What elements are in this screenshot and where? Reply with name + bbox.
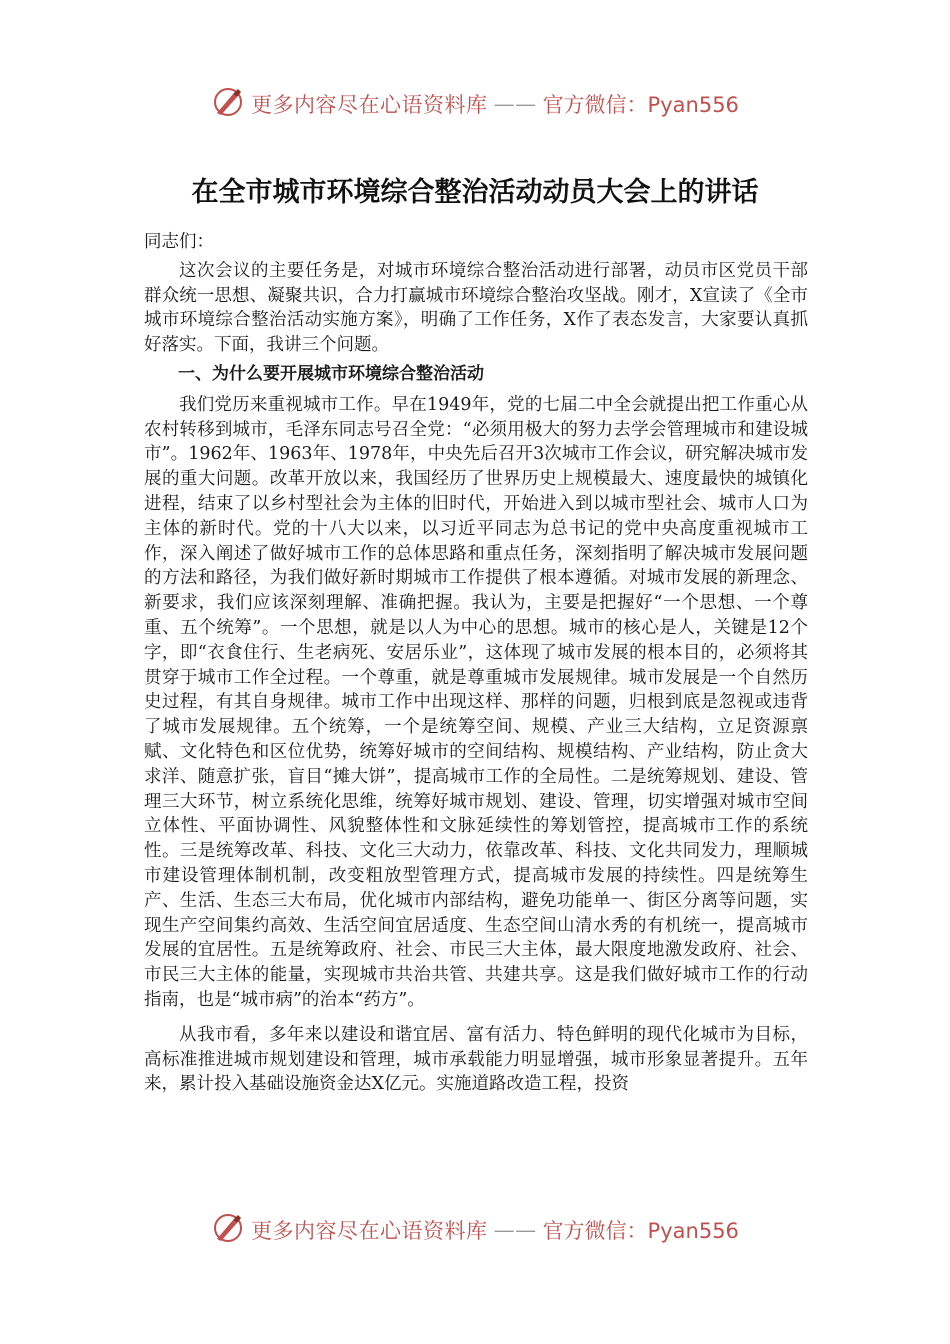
banner-dash: ——	[493, 92, 537, 116]
banner-text: 更多内容尽在心语资料库	[251, 1219, 488, 1243]
pen-logo-icon	[211, 1211, 245, 1249]
body-paragraph: 我们党历来重视城市工作。早在1949年，党的七届二中全会就提出把工作重心从农村转移到城市，毛泽东同志号召全党：“必须用极大的努力去学会管理城市和建设城市”。1962年、1963年、1978年，中央先后召开3次城市工作会议，研究解决城市发展的重大问题。改革开放以来，我国经历了世界历史上规模最大、速度最快的城镇化进程，结束了以乡村型社会为主体的旧时代，开始进入到以城市型社会、城市人口为主体的新时代。党的十八大以来，以习近平同志为总书记的党中央高度重视城市工作，深入阐述了做好城市工作的总体思路和重点任务，深刻指明了解决城市发展问题的方法和路径，为我们做好新时期城市工作提供了根本遵循。对城市发展的新理念、新要求，我们应该深刻理解、准确把握。我认为，主要是把握好“一个思想、一个尊重、五个统筹”。一个思想，就是以人为中心的思想。城市的核心是人，关键是12个字，即“衣食住行、生老病死、安居乐业”，这体现了城市发展的根本目的，必须将其贯穿于城市工作全过程。一个尊重，就是尊重城市发展规律。城市发展是一个自然历史过程，有其自身规律。城市工作中出现这样、那样的问题，归根到底是忽视或违背了城市发展规律。五个统筹，一个是统筹空间、规模、产业三大结构，立足资源禀赋、文化特色和区位优势，统筹好城市的空间结构、规模结构、产业结构，防止贪大求洋、随意扩张，盲目“摊大饼”，提高城市工作的全局性。二是统筹规划、建设、管理三大环节，树立系统化思维，统筹好城市规划、建设、管理，切实增强对城市空间立体性、平面协调性、风貌整体性和文脉延续性的筹划管控，提高城市工作的系统性。三是统筹改革、科技、文化三大动力，依靠改革、科技、文化共同发力，理顺城市建设管理体制机制，改变粗放型管理方式，提高城市发展的持续性。四是统筹生产、生活、生态三大布局，优化城市内部结构，避免功能单一、街区分离等问题，实现生产空间集约高效、生活空间宜居适度、生态空间山清水秀的有机统一，提高城市发展的宜居性。五是统筹政府、社会、市民三大主体，最大限度地激发政府、社会、市民三大主体的能量，实现城市共治共管、共建共享。这是我们做好城市工作的行动指南，也是“城市病”的治本“药方”。	[144, 394, 808, 1010]
banner-wechat: 官方微信：Pyan556	[542, 1219, 739, 1243]
intro-paragraph: 这次会议的主要任务是，对城市环境综合整治活动进行部署，动员市区党员干部群众统一思想、凝聚共识，合力打赢城市环境综合整治攻坚战。刚才，X宣读了《全市城市环境综合整治活动实施方案》，明确了工作任务，X作了表态发言，大家要认真抓好落实。下面，我讲三个问题。	[144, 260, 808, 356]
body-paragraph: 从我市看，多年来以建设和谐宜居、富有活力、特色鲜明的现代化城市为目标，高标准推进城市规划建设和管理，城市承载能力明显增强，城市形象显著提升。五年来，累计投入基础设施资金达X亿元。实施道路改造工程，投资	[144, 1024, 808, 1095]
banner-text: 更多内容尽在心语资料库	[251, 93, 488, 117]
document-body	[144, 230, 808, 1097]
page-title: 在全市城市环境综合整治活动动员大会上的讲话	[191, 177, 759, 208]
header-banner	[0, 84, 950, 124]
pen-logo-icon	[211, 85, 245, 123]
banner-dash: ——	[493, 1218, 537, 1242]
greeting: 同志们：	[144, 232, 214, 252]
banner-wechat: 官方微信：Pyan556	[542, 93, 739, 117]
section-heading: 一、为什么要开展城市环境综合整治活动	[178, 363, 484, 384]
footer-banner	[0, 1210, 950, 1250]
